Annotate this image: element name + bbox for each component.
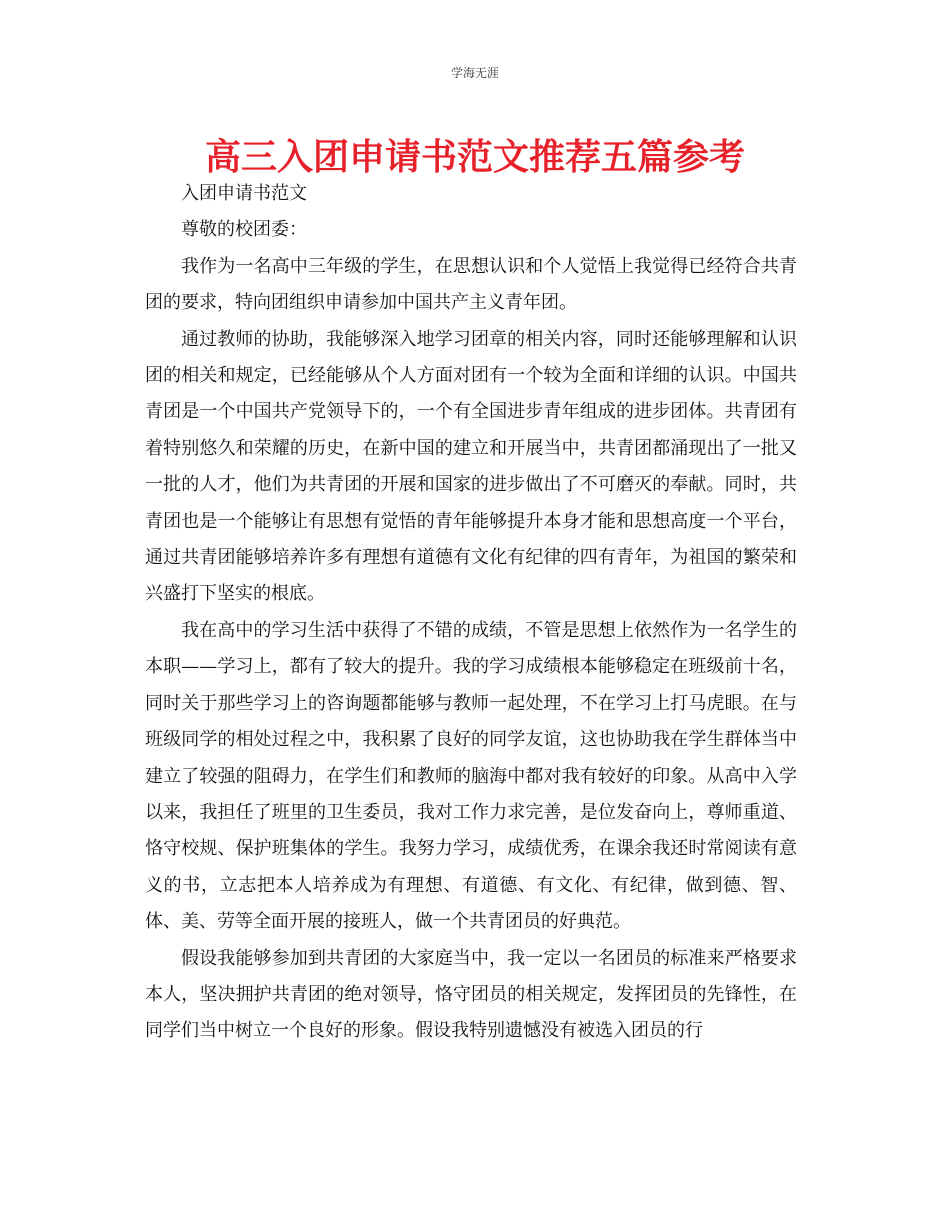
document-title: 高三入团申请书范文推荐五篇参考 xyxy=(204,137,745,178)
body-paragraph: 假设我能够参加到共青团的大家庭当中，我一定以一名团员的标准来严格要求本人，坚决拥护共青团的绝对领导，恪守团员的相关规定，发挥团员的先锋性，在同学们当中树立一个良好的形象。假设我特别遗憾没有被选入团员的行 xyxy=(145,947,797,1042)
document-body xyxy=(145,176,797,1050)
body-paragraph: 通过教师的协助，我能够深入地学习团章的相关内容，同时还能够理解和认识团的相关和规定，已经能够从个人方面对团有一个较为全面和详细的认识。中国共青团是一个中国共产党领导下的，一个有全国进步青年组成的进步团体。共青团有着特别悠久和荣耀的历史，在新中国的建立和开展当中，共青团都涌现出了一批又一批的人才，他们为共青团的开展和国家的进步做出了不可磨灭的奉献。同时，共青团也是一个能够让有思想有觉悟的青年能够提升本身才能和思想高度一个平台，通过共青团能够培养许多有理想有道德有文化有纪律的四有青年，为祖国的繁荣和兴盛打下坚实的根底。 xyxy=(145,328,797,605)
salutation: 尊敬的校团委： xyxy=(181,219,307,241)
body-paragraph: 我作为一名高中三年级的学生，在思想认识和个人觉悟上我觉得已经符合共青团的要求，特向团组织申请参加中国共产主义青年团。 xyxy=(145,255,797,314)
page-header: 学海无涯 xyxy=(450,66,499,80)
body-paragraph: 我在高中的学习生活中获得了不错的成绩，不管是思想上依然作为一名学生的本职——学习上，都有了较大的提升。我的学习成绩根本能够稳定在班级前十名，同时关于那些学习上的咨询题都能够与教师一起处理，不在学习上打马虎眼。在与班级同学的相处过程之中，我积累了良好的同学友谊，这也协助我在学生群体当中建立了较强的阻碍力，在学生们和教师的脑海中都对我有较好的印象。从高中入学以来，我担任了班里的卫生委员，我对工作力求完善，是位发奋向上，尊师重道、恪守校规、保护班集体的学生。我努力学习，成绩优秀，在课余我还时常阅读有意义的书，立志把本人培养成为有理想、有道德、有文化、有纪律，做到德、智、体、美、劳等全面开展的接班人，做一个共青团员的好典范。 xyxy=(145,619,797,933)
section-heading: 入团申请书范文 xyxy=(181,183,307,204)
